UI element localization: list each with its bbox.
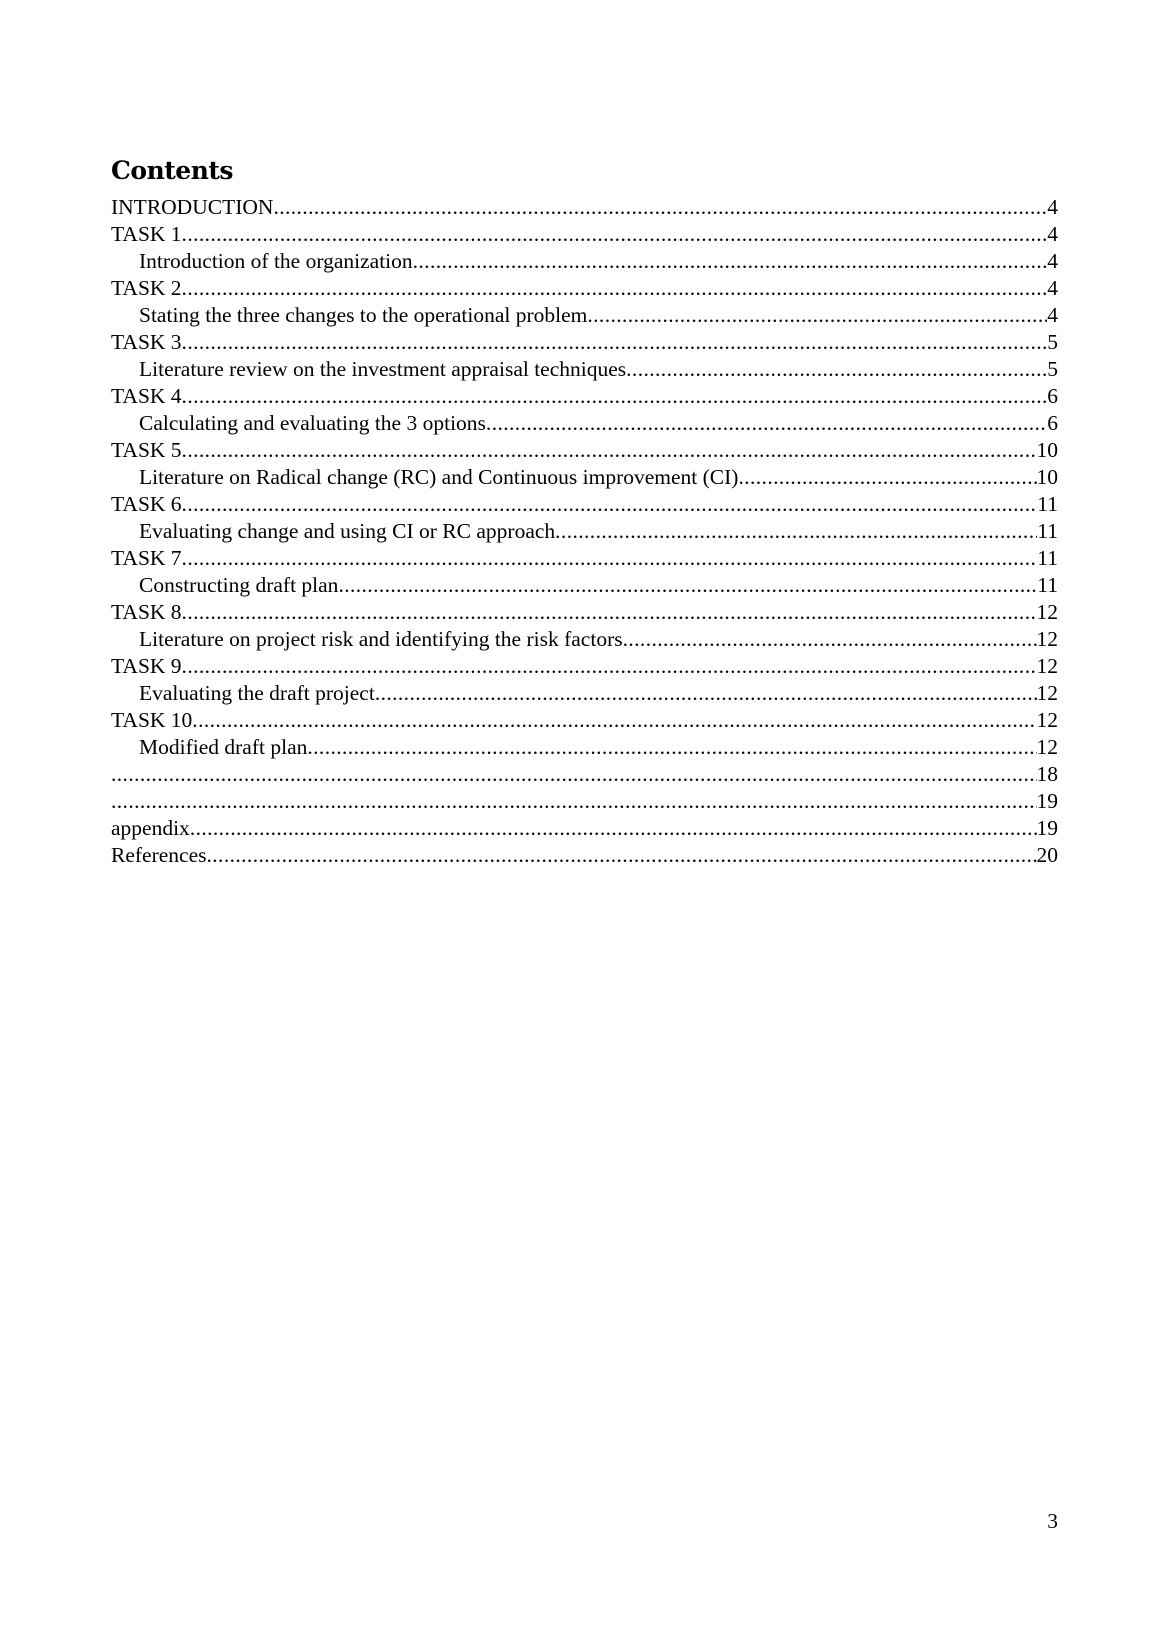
- toc-dot-leader: [182, 491, 1038, 518]
- toc-entry[interactable]: [111, 707, 1058, 734]
- toc-entry[interactable]: [111, 653, 1058, 680]
- toc-entry[interactable]: [111, 275, 1058, 302]
- toc-entry-label: Modified draft plan: [139, 735, 308, 759]
- toc-entry-page: 5: [1047, 357, 1058, 381]
- toc-entry-page: 19: [1036, 816, 1058, 840]
- toc-entry-page: 4: [1047, 195, 1058, 219]
- toc-entry-label: INTRODUCTION: [111, 195, 274, 219]
- toc-entry[interactable]: [111, 842, 1058, 869]
- toc-dot-leader: [273, 194, 1047, 221]
- toc-entry-page: 5: [1047, 330, 1058, 354]
- toc-dot-leader: [192, 707, 1036, 734]
- toc-dot-leader: [190, 815, 1037, 842]
- toc-entry-page: 12: [1036, 681, 1058, 705]
- toc-entry-page: 4: [1047, 249, 1058, 273]
- toc-entry[interactable]: [111, 545, 1058, 572]
- toc-entry-page: 12: [1036, 654, 1058, 678]
- toc-dot-leader: [182, 599, 1037, 626]
- toc-entry-page: 11: [1037, 546, 1058, 570]
- toc-entry-page: 4: [1047, 222, 1058, 246]
- toc-dot-leader: [182, 383, 1048, 410]
- toc-heading: Contents: [111, 156, 234, 185]
- toc-entry-label: References: [111, 843, 207, 867]
- toc-subentry[interactable]: [111, 518, 1058, 545]
- toc-subentry[interactable]: [111, 248, 1058, 275]
- toc-entry[interactable]: [111, 437, 1058, 464]
- toc-entry-label: Calculating and evaluating the 3 options: [139, 411, 486, 435]
- toc-entry-label: TASK 8: [111, 600, 182, 624]
- toc-dot-leader: [111, 788, 1037, 815]
- toc-entry-page: 6: [1047, 384, 1058, 408]
- toc-entry-page: 4: [1047, 303, 1058, 327]
- toc-entry-label: TASK 3: [111, 330, 182, 354]
- toc-subentry[interactable]: [111, 302, 1058, 329]
- toc-entry-page: 12: [1036, 600, 1058, 624]
- toc-entry-label: Literature on Radical change (RC) and Continuous improvement (CI): [139, 465, 739, 489]
- toc-dot-leader: [338, 572, 1037, 599]
- toc-dot-leader: [307, 734, 1036, 761]
- toc-dot-leader: [623, 626, 1037, 653]
- toc-dot-leader: [486, 410, 1047, 437]
- toc-entry[interactable]: [111, 383, 1058, 410]
- toc-subentry[interactable]: [111, 680, 1058, 707]
- toc-dot-leader: [111, 761, 1037, 788]
- toc-entry-label: TASK 5: [111, 438, 182, 462]
- toc-dot-leader: [182, 653, 1037, 680]
- toc-subentry[interactable]: [111, 626, 1058, 653]
- toc-subentry[interactable]: [111, 410, 1058, 437]
- toc-entry-label: Introduction of the organization: [139, 249, 413, 273]
- toc-entry-page: 11: [1037, 573, 1058, 597]
- toc-dot-leader: [182, 437, 1037, 464]
- toc-dot-leader: [413, 248, 1048, 275]
- toc-entry[interactable]: [111, 221, 1058, 248]
- toc-dot-leader: [207, 842, 1037, 869]
- toc-dot-leader: [375, 680, 1037, 707]
- toc-entry-page: 11: [1037, 492, 1058, 516]
- toc-dot-leader: [182, 221, 1048, 248]
- toc-entry-page: 12: [1036, 735, 1058, 759]
- toc-entry-page: 19: [1036, 789, 1058, 813]
- toc-entry-label: TASK 2: [111, 276, 182, 300]
- toc-entry-label: TASK 10: [111, 708, 193, 732]
- toc-entry-page: 20: [1036, 843, 1058, 867]
- toc-dot-leader: [738, 464, 1036, 491]
- toc-dot-leader: [626, 356, 1047, 383]
- toc-entry-page: 18: [1036, 762, 1058, 786]
- toc-entry[interactable]: [111, 761, 1058, 788]
- toc-entry-label: Literature review on the investment appraisal techniques: [139, 357, 627, 381]
- toc-entry-label: appendix: [111, 816, 190, 840]
- toc-subentry[interactable]: [111, 734, 1058, 761]
- toc-dot-leader: [182, 275, 1048, 302]
- toc-entry[interactable]: [111, 599, 1058, 626]
- page-number: 3: [1047, 1509, 1058, 1533]
- toc-entry-page: 10: [1036, 438, 1058, 462]
- toc-entry-label: TASK 6: [111, 492, 182, 516]
- toc-entry-page: 12: [1036, 708, 1058, 732]
- toc-subentry[interactable]: [111, 464, 1058, 491]
- toc-subentry[interactable]: [111, 356, 1058, 383]
- toc-dot-leader: [587, 302, 1047, 329]
- toc-subentry[interactable]: [111, 572, 1058, 599]
- toc-entry-page: 6: [1047, 411, 1058, 435]
- toc-entry[interactable]: [111, 491, 1058, 518]
- toc-entry-page: 4: [1047, 276, 1058, 300]
- toc-entry-label: Evaluating the draft project: [139, 681, 375, 705]
- toc-entry[interactable]: [111, 329, 1058, 356]
- toc-entry-label: Literature on project risk and identifying the risk factors: [139, 627, 623, 651]
- toc-entry-page: 10: [1036, 465, 1058, 489]
- toc-entry-label: Stating the three changes to the operational problem: [139, 303, 588, 327]
- toc-entry-page: 11: [1037, 519, 1058, 543]
- toc-entry-label: TASK 4: [111, 384, 182, 408]
- table-of-contents: [111, 194, 1058, 869]
- toc-entry-label: TASK 9: [111, 654, 182, 678]
- toc-entry-page: 12: [1036, 627, 1058, 651]
- toc-entry-label: TASK 7: [111, 546, 182, 570]
- toc-entry[interactable]: [111, 815, 1058, 842]
- toc-dot-leader: [555, 518, 1037, 545]
- toc-entry[interactable]: [111, 788, 1058, 815]
- toc-entry-label: Constructing draft plan: [139, 573, 339, 597]
- toc-entry-label: Evaluating change and using CI or RC approach: [139, 519, 556, 543]
- toc-dot-leader: [182, 545, 1038, 572]
- toc-entry[interactable]: [111, 194, 1058, 221]
- toc-entry-label: TASK 1: [111, 222, 182, 246]
- toc-dot-leader: [182, 329, 1048, 356]
